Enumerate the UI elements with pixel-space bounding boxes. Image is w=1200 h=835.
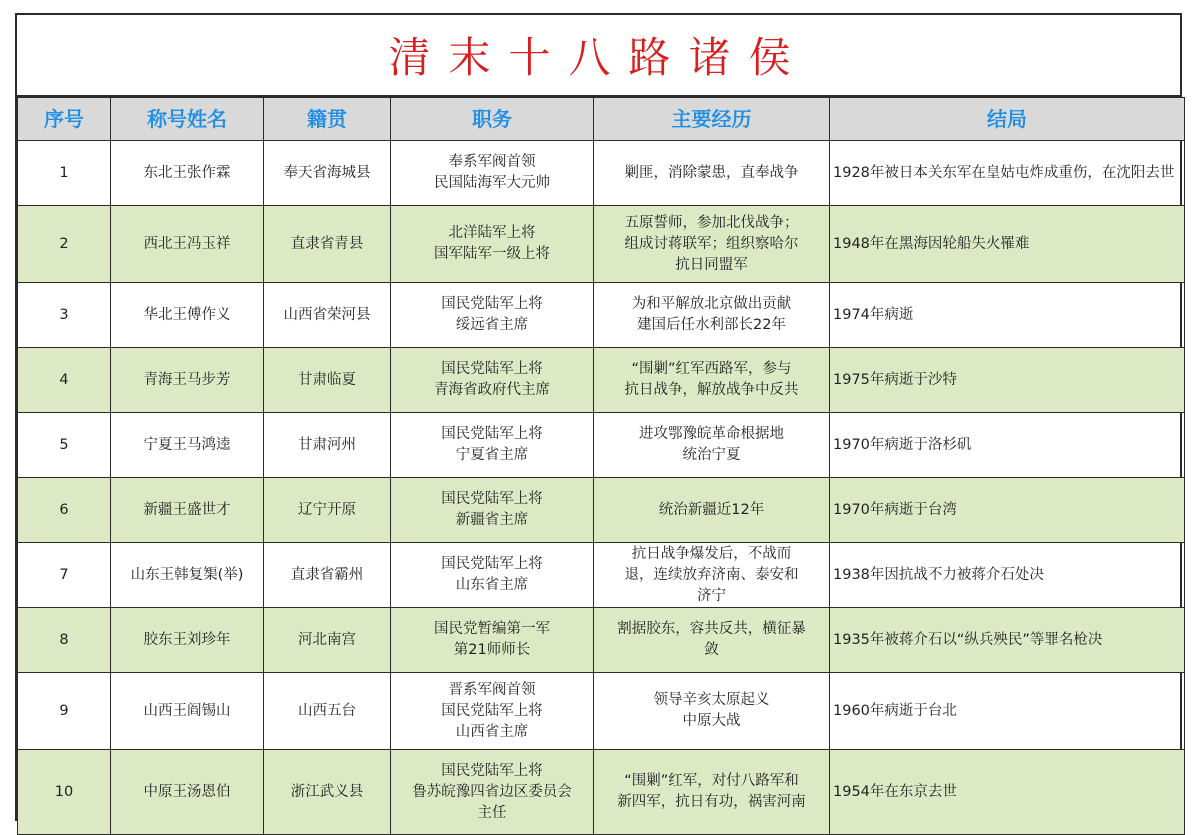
cell-name: 青海王马步芳: [111, 348, 264, 413]
cell-origin: 河北南宫: [264, 608, 391, 673]
cell-duty: 国民党陆军上将 新疆省主席: [391, 478, 594, 543]
cell-name: 东北王张作霖: [111, 141, 264, 206]
cell-origin: 直隶省青县: [264, 206, 391, 283]
cell-origin: 山西省荣河县: [264, 283, 391, 348]
cell-name: 华北王傅作义: [111, 283, 264, 348]
table-row: [18, 543, 1185, 608]
cell-experience: “围剿”红军西路军，参与 抗日战争，解放战争中反共: [594, 348, 830, 413]
table-row: [18, 348, 1185, 413]
cell-origin: 山西五台: [264, 673, 391, 750]
cell-result: 1974年病逝: [830, 283, 1185, 348]
table-row: [18, 750, 1185, 835]
warlords-table: [17, 97, 1185, 835]
cell-result: 1928年被日本关东军在皇姑屯炸成重伤，在沈阳去世: [830, 141, 1185, 206]
cell-experience: 割据胶东，容共反共，横征暴 敛: [594, 608, 830, 673]
cell-duty: 北洋陆军上将 国军陆军一级上将: [391, 206, 594, 283]
cell-no: 5: [18, 413, 111, 478]
cell-origin: 甘肃河州: [264, 413, 391, 478]
cell-origin: 直隶省霸州: [264, 543, 391, 608]
cell-no: 1: [18, 141, 111, 206]
cell-name: 中原王汤恩伯: [111, 750, 264, 835]
cell-origin: 甘肃临夏: [264, 348, 391, 413]
table-row: [18, 206, 1185, 283]
cell-experience: 剿匪，消除蒙患，直奉战争: [594, 141, 830, 206]
cell-duty: 晋系军阀首领 国民党陆军上将 山西省主席: [391, 673, 594, 750]
cell-experience: 为和平解放北京做出贡献 建国后任水利部长22年: [594, 283, 830, 348]
header-name: 称号姓名: [111, 98, 264, 141]
cell-result: 1954年在东京去世: [830, 750, 1185, 835]
cell-name: 宁夏王马鸿逵: [111, 413, 264, 478]
table-row: [18, 141, 1185, 206]
cell-experience: 进攻鄂豫皖革命根据地 统治宁夏: [594, 413, 830, 478]
cell-no: 10: [18, 750, 111, 835]
cell-duty: 国民党陆军上将 青海省政府代主席: [391, 348, 594, 413]
table-row: [18, 673, 1185, 750]
cell-experience: 抗日战争爆发后，不战而 退，连续放弃济南、泰安和 济宁: [594, 543, 830, 608]
cell-result: 1970年病逝于台湾: [830, 478, 1185, 543]
cell-duty: 奉系军阀首领 民国陆海军大元帅: [391, 141, 594, 206]
cell-experience: “围剿”红军，对付八路军和 新四军，抗日有功，祸害河南: [594, 750, 830, 835]
cell-result: 1948年在黑海因轮船失火罹难: [830, 206, 1185, 283]
table-row: [18, 478, 1185, 543]
cell-duty: 国民党陆军上将 宁夏省主席: [391, 413, 594, 478]
cell-no: 9: [18, 673, 111, 750]
cell-origin: 辽宁开原: [264, 478, 391, 543]
table-row: [18, 608, 1185, 673]
cell-no: 8: [18, 608, 111, 673]
cell-duty: 国民党陆军上将 山东省主席: [391, 543, 594, 608]
cell-no: 3: [18, 283, 111, 348]
table-row: [18, 413, 1185, 478]
cell-no: 7: [18, 543, 111, 608]
cell-result: 1935年被蒋介石以“纵兵殃民”等罪名枪决: [830, 608, 1185, 673]
cell-name: 西北王冯玉祥: [111, 206, 264, 283]
cell-name: 山东王韩复榘(举): [111, 543, 264, 608]
cell-name: 胶东王刘珍年: [111, 608, 264, 673]
table-row: [18, 283, 1185, 348]
cell-no: 2: [18, 206, 111, 283]
cell-result: 1938年因抗战不力被蒋介石处决: [830, 543, 1185, 608]
cell-experience: 统治新疆近12年: [594, 478, 830, 543]
cell-no: 4: [18, 348, 111, 413]
header-experience: 主要经历: [594, 98, 830, 141]
cell-result: 1970年病逝于洛杉矶: [830, 413, 1185, 478]
cell-duty: 国民党陆军上将 绥远省主席: [391, 283, 594, 348]
cell-duty: 国民党暂编第一军 第21师师长: [391, 608, 594, 673]
header-no: 序号: [18, 98, 111, 141]
cell-origin: 浙江武义县: [264, 750, 391, 835]
header-row: [18, 98, 1185, 141]
header-origin: 籍贯: [264, 98, 391, 141]
cell-experience: 五原誓师，参加北伐战争； 组成讨蒋联军；组织察哈尔 抗日同盟军: [594, 206, 830, 283]
cell-no: 6: [18, 478, 111, 543]
cell-result: 1960年病逝于台北: [830, 673, 1185, 750]
page-title: 清末十八路诸侯: [17, 15, 1180, 97]
header-result: 结局: [830, 98, 1185, 141]
cell-name: 新疆王盛世才: [111, 478, 264, 543]
table-sheet: [15, 13, 1182, 821]
cell-result: 1975年病逝于沙特: [830, 348, 1185, 413]
cell-origin: 奉天省海城县: [264, 141, 391, 206]
cell-experience: 领导辛亥太原起义 中原大战: [594, 673, 830, 750]
cell-duty: 国民党陆军上将 鲁苏皖豫四省边区委员会 主任: [391, 750, 594, 835]
cell-name: 山西王阎锡山: [111, 673, 264, 750]
header-duty: 职务: [391, 98, 594, 141]
